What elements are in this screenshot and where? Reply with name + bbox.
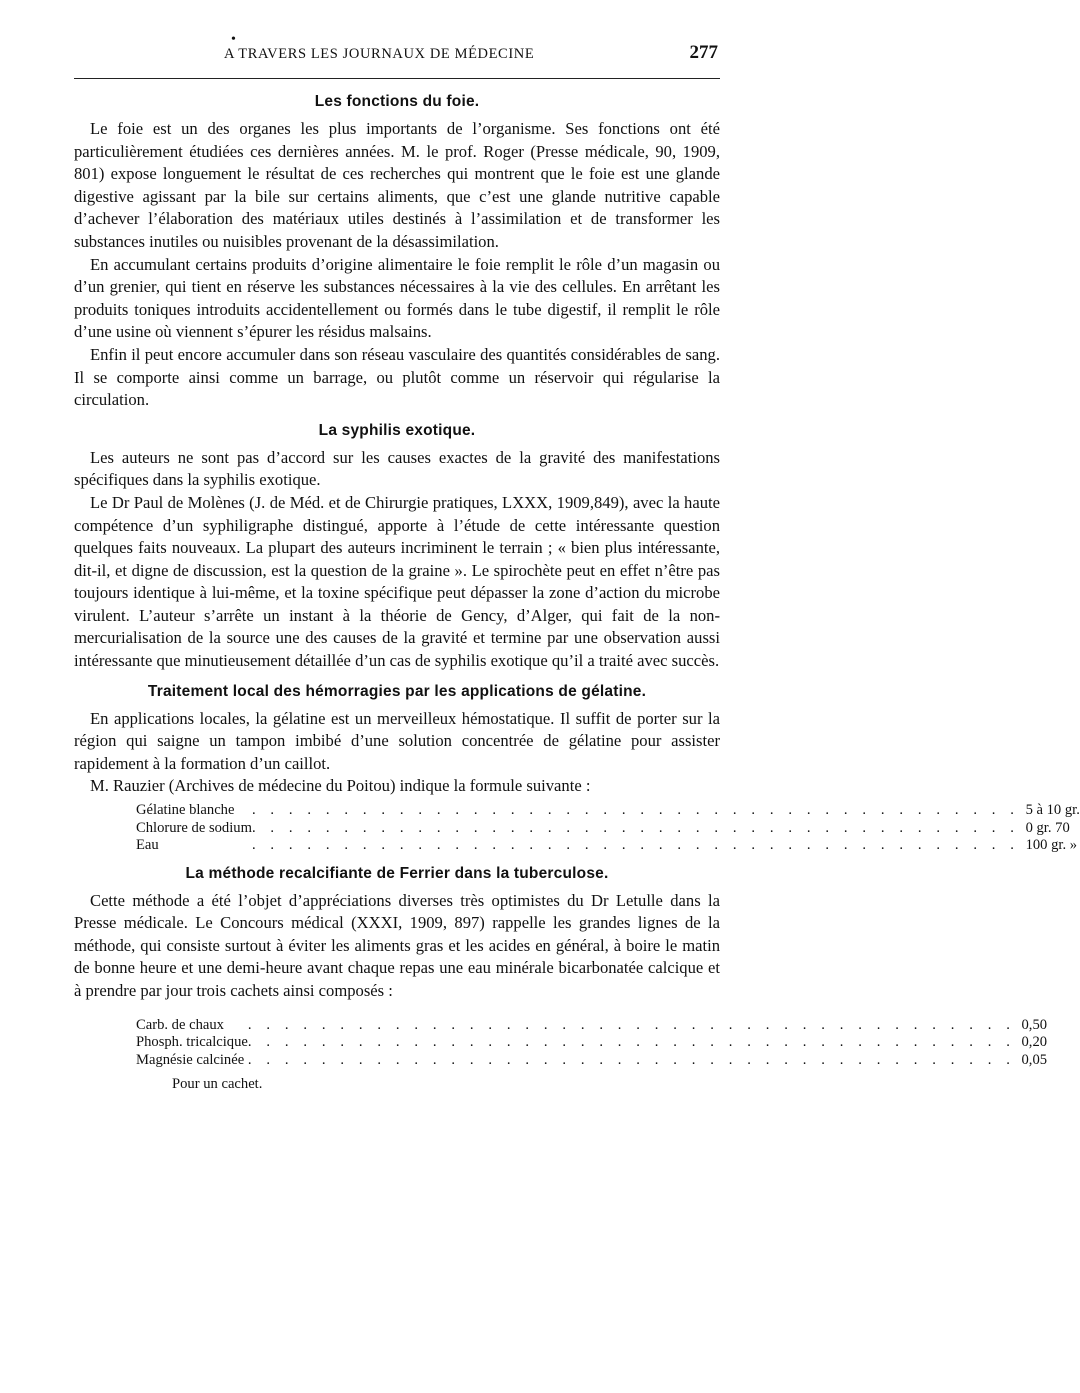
running-title: A TRAVERS LES JOURNAUX DE MÉDECINE: [224, 46, 535, 62]
header-mark: •: [231, 32, 236, 47]
recipe-row: [136, 1052, 1047, 1070]
section-liver: [74, 93, 720, 412]
paragraph: Le foie est un des organes les plus importants de l’organisme. Ses fonctions ont été particulièrement étudiées ces dernières années. M. le prof. Roger (Presse médicale, 90, 1909, 801) expose longuement le résultat de ces recherches qui montrent que le foie est une glande digestive agissant par la bile sur certains aliments, que c’est une glande nutritive capable d’achever l’élaboration des matériaux utiles destinés à l’assimilation et de transformer les substances inutiles ou nuisibles provenant de la désassimilation.: [74, 119, 720, 251]
ingredient-qty: 0,05: [1021, 1051, 1048, 1068]
leader-dots: . . . . . . . . . . . . . . . . . . . . . . . . . . . . . . . . . . . . . . . . . .: [251, 802, 1020, 819]
recipe-table: [136, 1017, 1047, 1070]
section-gelatine: [74, 682, 1080, 855]
paragraph: Les auteurs ne sont pas d’accord sur les causes exactes de la gravité des manifestations spécifiques dans la syphilis exotique.: [74, 447, 720, 490]
leader-dots: . . . . . . . . . . . . . . . . . . . . . . . . . . . . . . . . . . . . . . . . . .: [247, 1016, 1016, 1033]
recipe-note: Pour un cachet.: [172, 1076, 263, 1092]
document-page: [74, 32, 1080, 1103]
recipe-row: [136, 1017, 1047, 1035]
recipe-row: [136, 802, 1080, 820]
ingredient-name: Magnésie calcinée: [136, 1051, 245, 1068]
ingredient-name: Eau: [136, 837, 159, 854]
ingredient-qty: 100 gr. »: [1025, 837, 1078, 854]
recipe-row: [136, 837, 1080, 855]
leader-dots: . . . . . . . . . . . . . . . . . . . . . . . . . . . . . . . . . . . . . . . . . .: [251, 819, 1020, 836]
recipe-row: [136, 1034, 1047, 1052]
ingredient-qty: 0 gr. 70: [1025, 819, 1070, 836]
recipe-table: [136, 802, 1080, 855]
ingredient-name: Phosph. tricalcique: [136, 1034, 248, 1050]
paragraph: Cette méthode a été l’objet d’appréciations diverses très optimistes du Dr Letulle dans la Presse médicale. Le Concours médical (XXXI, 1909, 897) rappelle les grandes lignes de la méthode, qui consiste surtout à éviter les aliments gras et les acides en général, à boire le matin de bonne heure et une demi-heure avant chaque repas une eau minérale bicarbonatée calcique et à prendre par jour trois cachets ainsi composés :: [74, 890, 720, 1000]
section-syphilis: [74, 422, 720, 673]
ingredient-name: Carb. de chaux: [136, 1016, 224, 1033]
paragraph: En accumulant certains produits d’origine alimentaire le foie remplit le rôle d’un magasin ou d’un grenier, qui tient en réserve les substances nécessaires à la vie des cellules. En arrêtant les produits toniques introduits accidentellement ou formés dans le tube digestif, il remplit le rôle d’une usine où viennent s’épurer les résidus malsains.: [74, 254, 720, 342]
paragraph: Le Dr Paul de Molènes (J. de Méd. et de Chirurgie pratiques, LXXX, 1909,849), avec la haute compétence d’un syphiligraphe distingué, apporte à l’étude de cette intéressante question quelques faits nouveaux. La plupart des auteurs incriminent le terrain ; « bien plus intéressante, dit-il, et digne de discussion, est la question de la graine ». Le spirochète peut en effet n’être pas toujours identique à lui-même, et la toxine spécifique peut dépasser la zone d’action du microbe virulent. L’auteur s’arrête un instant à la théorie de Gency, d’Alger, qui fait de la non-mercurialisation de la source une des causes de la gravité et termine par une observation aussi intéressante que minutieusement détaillée d’un cas de syphilis exotique qu’il a traité avec succès.: [74, 492, 720, 671]
running-header: [74, 32, 720, 72]
paragraph: M. Rauzier (Archives de médecine du Poitou) indique la formule suivante :: [90, 776, 591, 796]
ingredient-qty: 0,20: [1021, 1034, 1048, 1050]
leader-dots: . . . . . . . . . . . . . . . . . . . . . . . . . . . . . . . . . . . . . . . . . .: [247, 1051, 1016, 1068]
ingredient-qty: 0,50: [1021, 1016, 1048, 1033]
ingredient-name: Gélatine blanche: [136, 802, 235, 819]
ingredient-name: Chlorure de sodium: [136, 819, 252, 836]
section-ferrier: [74, 864, 1048, 1093]
section-heading: Les fonctions du foie.: [314, 93, 480, 110]
section-heading: La méthode recalcifiante de Ferrier dans la tuberculose.: [185, 864, 609, 882]
section-heading: Traitement local des hémorragies par les applications de gélatine.: [147, 682, 647, 700]
header-rule: [74, 78, 720, 79]
section-heading: La syphilis exotique.: [318, 421, 476, 439]
recipe-row: [136, 820, 1080, 838]
page-number: 277: [689, 42, 718, 63]
leader-dots: . . . . . . . . . . . . . . . . . . . . . . . . . . . . . . . . . . . . . . . . . .: [251, 837, 1020, 854]
paragraph: Enfin il peut encore accumuler dans son réseau vasculaire des quantités considérables de sang. Il se comporte ainsi comme un barrage, ou plutôt comme un réservoir qui régularise la circulation.: [74, 344, 720, 410]
ingredient-qty: 5 à 10 gr.: [1025, 802, 1080, 819]
leader-dots: . . . . . . . . . . . . . . . . . . . . . . . . . . . . . . . . . . . . . . . . . .: [247, 1034, 1016, 1050]
paragraph: En applications locales, la gélatine est un merveilleux hémostatique. Il suffit de porter sur la région qui saigne un tampon imbibé d’une solution concentrée de gélatine pour assister rapidement à la formation d’un caillot.: [74, 708, 720, 773]
